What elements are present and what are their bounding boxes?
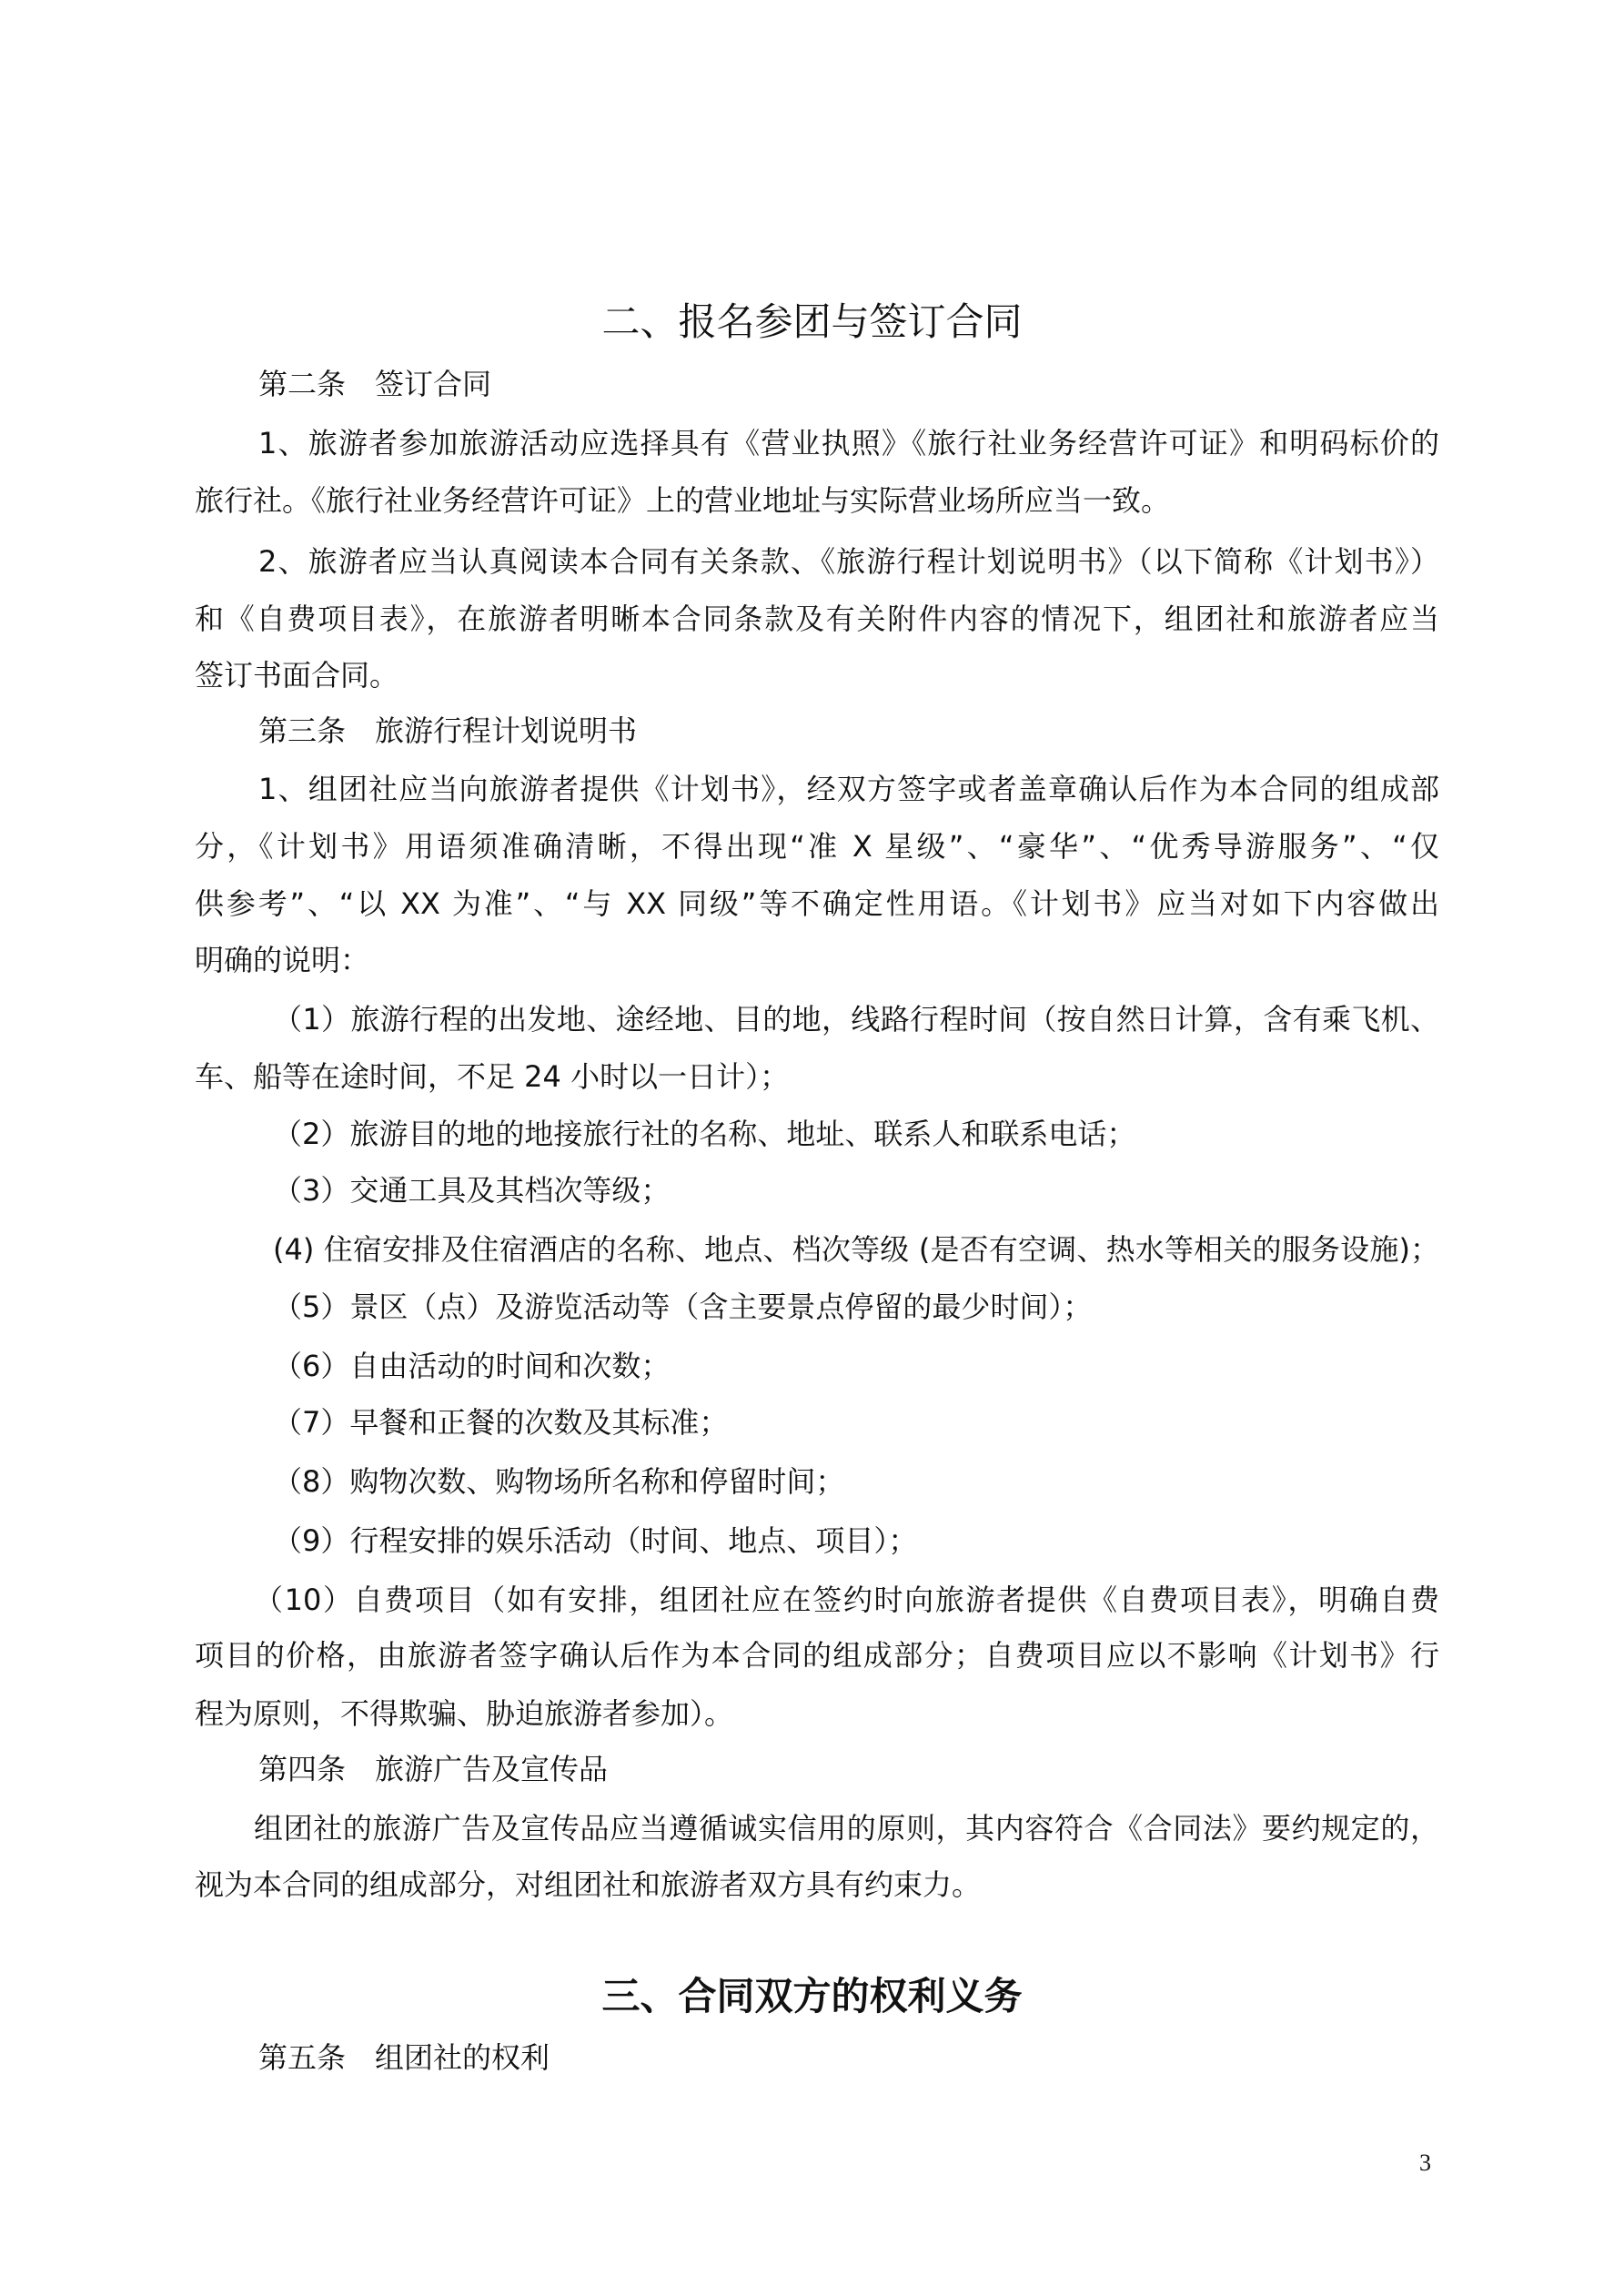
- list-item: （5）景区（点）及游览活动等（含主要景点停留的最少时间）；: [273, 1290, 1093, 1324]
- list-item: （9）行程安排的娱乐活动（时间、地点、项目）；: [273, 1523, 918, 1558]
- list-item: （6）自由活动的时间和次数；: [273, 1349, 671, 1383]
- list-item: （10）自费项目（如有安排，组团社应在签约时向旅游者提供《自费项目表》，明确自费: [254, 1583, 1439, 1617]
- list-item: （1）旅游行程的出发地、途经地、目的地，线路行程时间（按自然日计算，含有乘飞机、: [273, 1002, 1439, 1037]
- paragraph-line: 1、旅游者参加旅游活动应选择具有《营业执照》《旅行社业务经营许可证》和明码标价的: [258, 426, 1439, 460]
- list-item: （7）早餐和正餐的次数及其标准；: [273, 1405, 729, 1440]
- list-item: （3）交通工具及其档次等级；: [273, 1173, 671, 1208]
- paragraph-line: 和《自费项目表》，在旅游者明晰本合同条款及有关附件内容的情况下，组团社和旅游者应当: [195, 602, 1439, 636]
- article-heading: 第三条 旅游行程计划说明书: [258, 713, 638, 748]
- paragraph-line: 旅行社。《旅行社业务经营许可证》上的营业地址与实际营业场所应当一致。: [195, 483, 1171, 518]
- list-item: 车、船等在途时间，不足 24 小时以一日计）；: [195, 1059, 790, 1094]
- list-item: 项目的价格，由旅游者签字确认后作为本合同的组成部分；自费项目应以不影响《计划书》行: [195, 1638, 1439, 1673]
- list-item: （2）旅游目的地的地接旅行社的名称、地址、联系人和联系电话；: [273, 1117, 1136, 1151]
- list-item: (4) 住宿安排及住宿酒店的名称、地点、档次等级 (是否有空调、热水等相关的服务设施)；: [273, 1232, 1439, 1267]
- section-title: 三、合同双方的权利义务: [601, 1974, 1023, 2018]
- list-item: （8）购物次数、购物场所名称和停留时间；: [273, 1464, 845, 1499]
- paragraph-line: 2、旅游者应当认真阅读本合同有关条款、《旅游行程计划说明书》（以下简称《计划书》）: [258, 544, 1439, 579]
- paragraph-line: 视为本合同的组成部分，对组团社和旅游者双方具有约束力。: [195, 1867, 982, 1902]
- list-item: 程为原则，不得欺骗、胁迫旅游者参加）。: [195, 1696, 734, 1731]
- paragraph-line: 供参考”、“以 XX 为准”、“与 XX 同级”等不确定性用语。《计划书》应当对如下内容做出: [195, 886, 1439, 921]
- page-number: 3: [1419, 2149, 1431, 2176]
- paragraph-line: 1、组团社应当向旅游者提供《计划书》，经双方签字或者盖章确认后作为本合同的组成部: [258, 772, 1439, 806]
- section-title: 二、报名参团与签订合同: [601, 299, 1023, 344]
- article-heading: 第二条 签订合同: [258, 367, 492, 401]
- paragraph-line: 分，《计划书》用语须准确清晰，不得出现“准 X 星级”、“豪华”、“优秀导游服务”、“仅: [195, 829, 1439, 864]
- article-heading: 第四条 旅游广告及宣传品: [258, 1752, 609, 1786]
- paragraph-line: 明确的说明：: [195, 943, 370, 977]
- paragraph-line: 组团社的旅游广告及宣传品应当遵循诚实信用的原则，其内容符合《合同法》要约规定的，: [254, 1811, 1439, 1846]
- paragraph-line: 签订书面合同。: [195, 658, 399, 693]
- article-heading: 第五条 组团社的权利: [258, 2040, 550, 2075]
